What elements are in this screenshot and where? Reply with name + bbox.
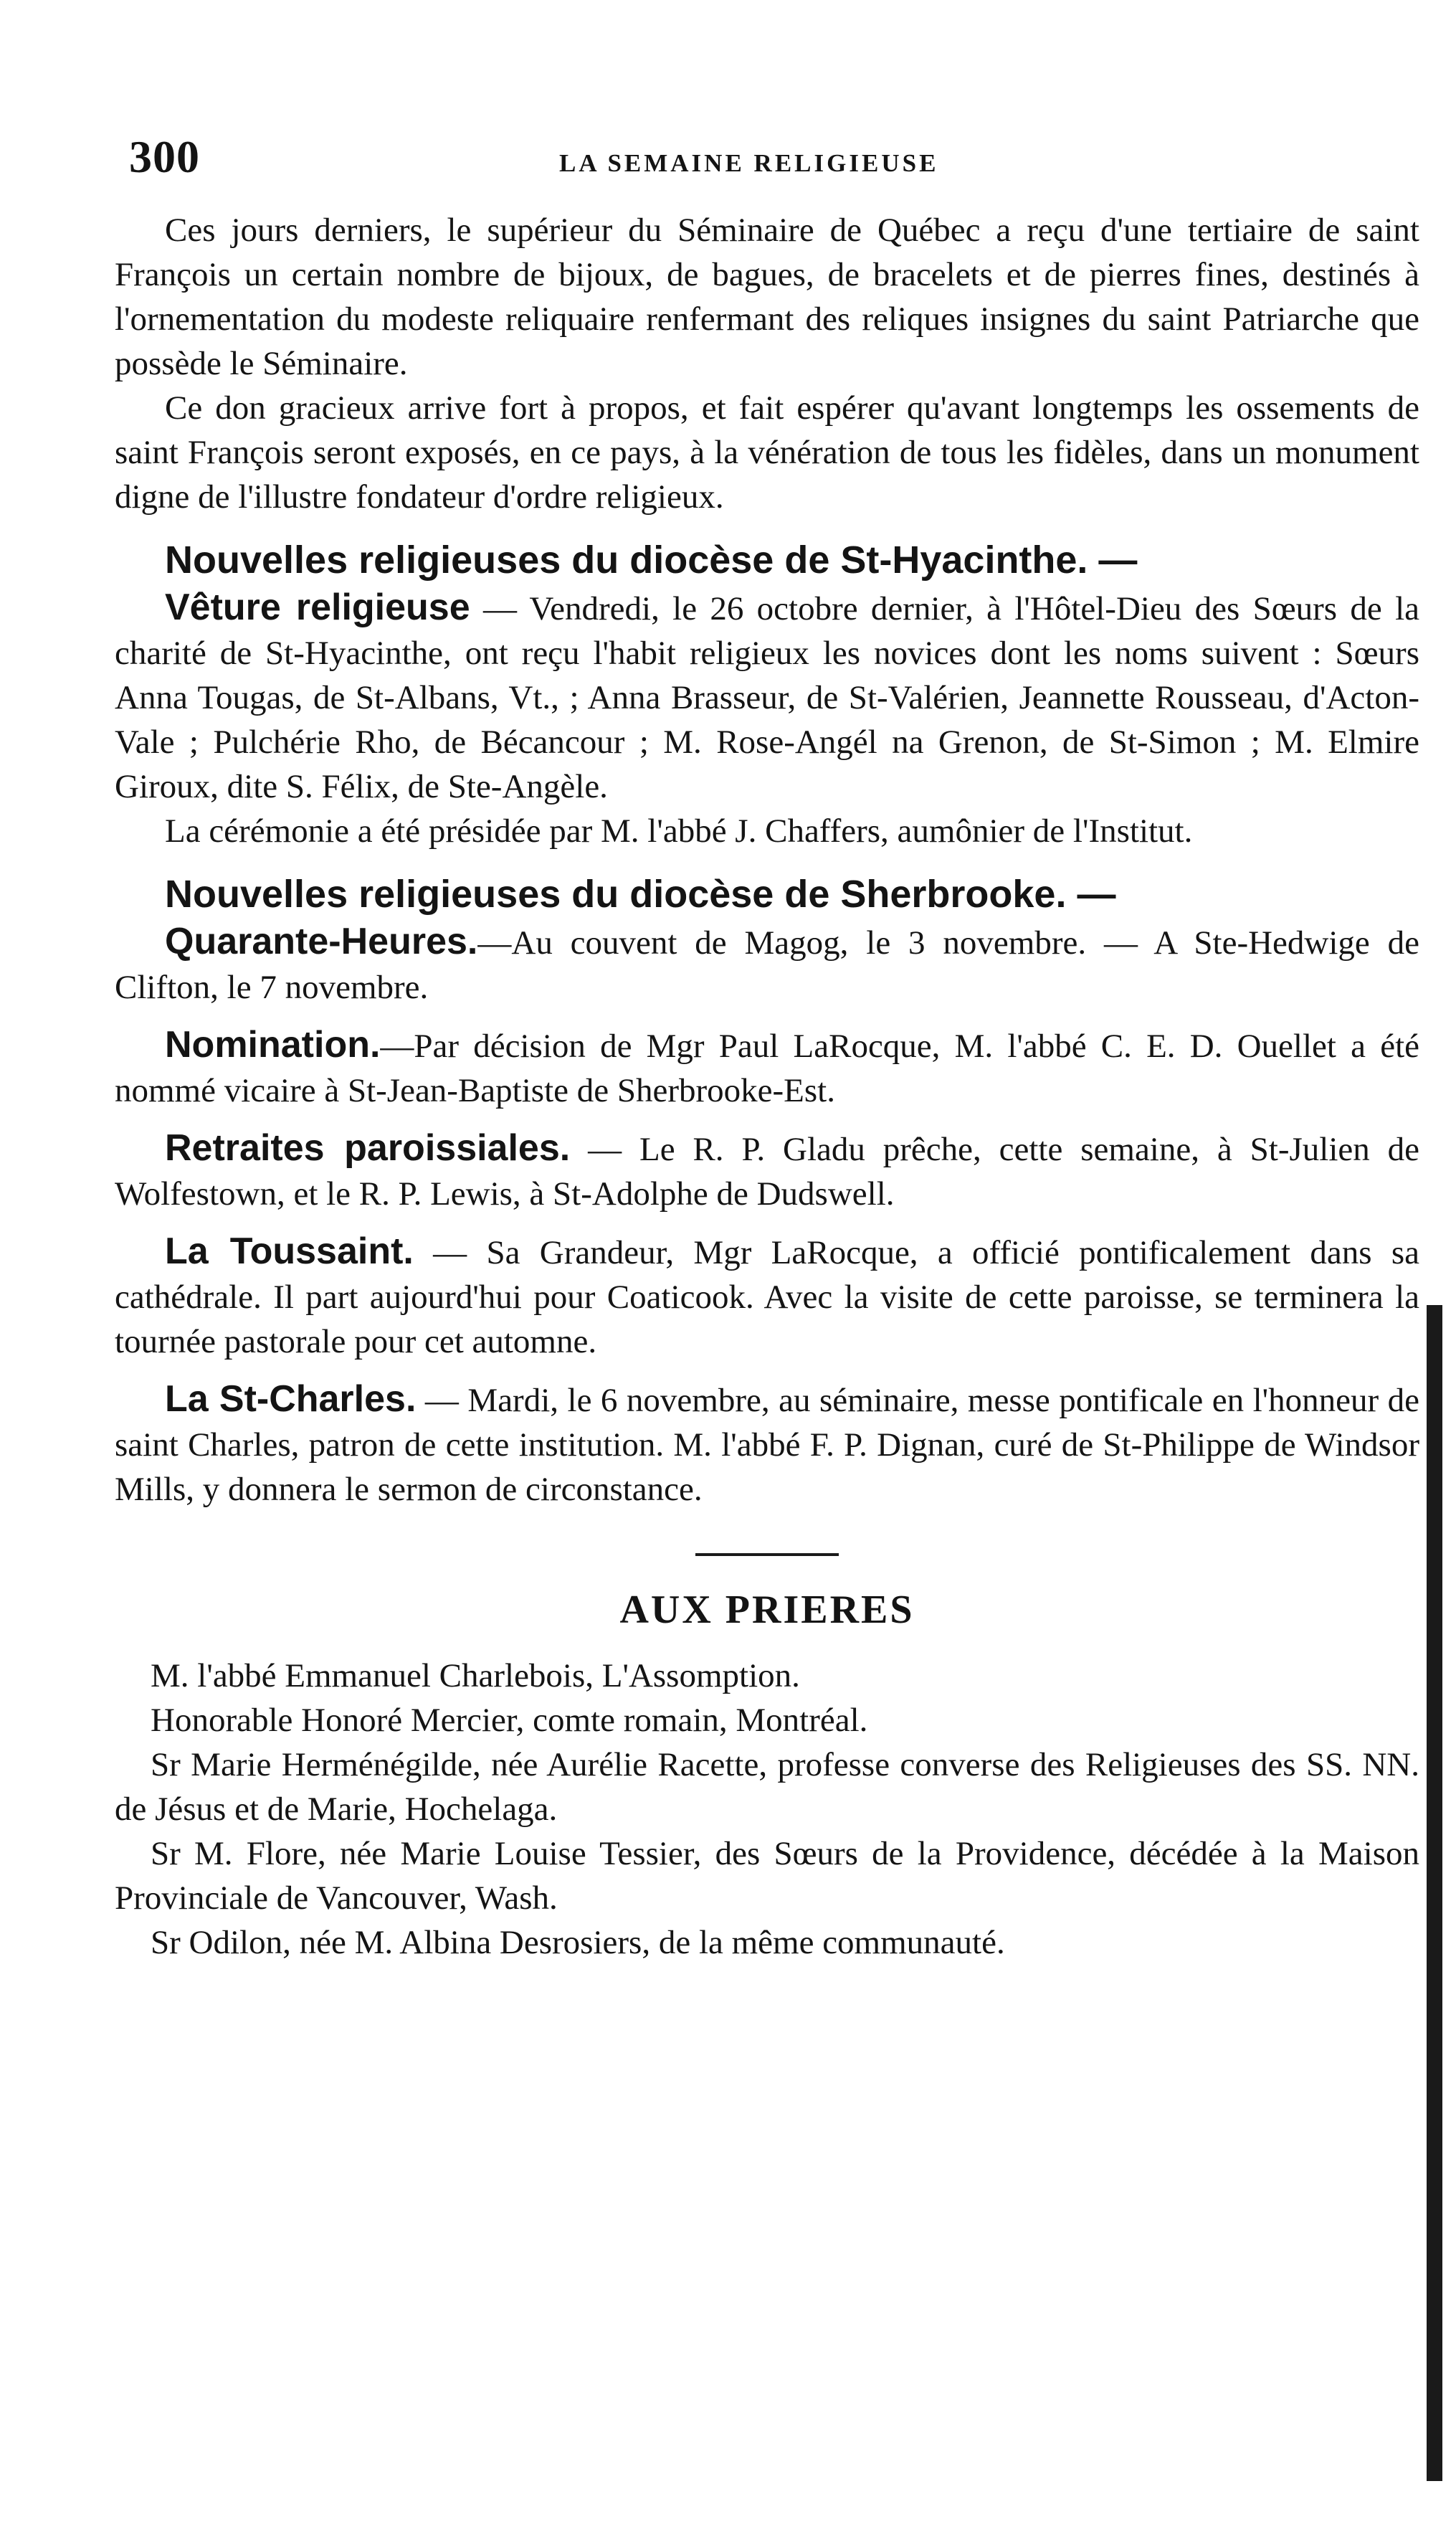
nomination-lead: Nomination. bbox=[165, 1024, 381, 1066]
nomination-paragraph bbox=[115, 1023, 1419, 1113]
toussaint-lead: La Toussaint. bbox=[165, 1230, 414, 1272]
page-header bbox=[129, 120, 1405, 185]
st-charles-lead: La St-Charles. bbox=[165, 1378, 417, 1420]
ceremony-paragraph: La cérémonie a été présidée par M. l'abbé J. Chaffers, aumônier de l'Institut. bbox=[165, 812, 1193, 850]
vesture-lead: Vêture religieuse bbox=[165, 587, 470, 628]
article-body bbox=[115, 208, 1419, 1965]
toussaint-paragraph bbox=[115, 1229, 1419, 1364]
st-charles-text: — Mardi, le 6 novembre, au séminaire, messe pontificale en l'honneur de saint Charles, patron de cette institution. M. l'abbé F. P. Dignan, curé de St-Philippe de Windsor Mills, y donnera le sermon de circonstance. bbox=[115, 1382, 1419, 1508]
st-charles-paragraph bbox=[115, 1377, 1419, 1512]
quarante-heures-paragraph bbox=[115, 919, 1419, 1010]
intro-paragraph-2: Ce don gracieux arrive fort à propos, et fait espérer qu'avant longtemps les ossements de saint François seront exposés, en ce pays, à la vénération de tous les fidèles, dans un monument digne de l'illustre fondateur d'ordre religieux. bbox=[115, 389, 1419, 516]
vesture-paragraph bbox=[115, 585, 1419, 809]
quarante-heures-lead: Quarante-Heures. bbox=[165, 921, 478, 962]
prayer-item: Honorable Honoré Mercier, comte romain, Montréal. bbox=[151, 1702, 868, 1739]
retraites-lead: Retraites paroissiales. bbox=[165, 1127, 571, 1169]
page-number: 300 bbox=[129, 131, 200, 182]
section-heading-st-hyacinthe: Nouvelles religieuses du diocèse de St-Hyacinthe. — bbox=[165, 539, 1138, 582]
retraites-paragraph bbox=[115, 1126, 1419, 1216]
vesture-text: — Vendredi, le 26 octobre dernier, à l'Hôtel-Dieu des Sœurs de la charité de St-Hyacinthe, ont reçu l'habit religieux les novices dont les noms suivent : Sœurs Anna Tougas, de St-Albans, Vt., ; Anna Brasseur, de St-Valérien, Jeannette Rousseau, d'Acton-Vale ; Pulchérie Rho, de Bécancour ; M. Rose-Angél na Grenon, de St-Simon ; M. Elmire Giroux, dite S. Félix, de Ste-Angèle. bbox=[115, 590, 1419, 805]
nomination-text: —Par décision de Mgr Paul LaRocque, M. l'abbé C. E. D. Ouellet a été nommé vicaire à St-Jean-Baptiste de Sherbrooke-Est. bbox=[115, 1028, 1419, 1109]
prayer-item: Sr Odilon, née M. Albina Desrosiers, de la même communauté. bbox=[151, 1924, 1005, 1961]
retraites-text: — Le R. P. Gladu prêche, cette semaine, à St-Julien de Wolfestown, et le R. P. Lewis, à St-Adolphe de Dudswell. bbox=[115, 1131, 1419, 1213]
page-edge-shadow bbox=[1427, 1305, 1442, 2481]
prayer-item: Sr Marie Herménégilde, née Aurélie Racette, professe converse des Religieuses des SS. NN. de Jésus et de Marie, Hochelaga. bbox=[115, 1746, 1419, 1828]
prayers-title: AUX PRIERES bbox=[619, 1588, 915, 1632]
prayer-item: Sr M. Flore, née Marie Louise Tessier, des Sœurs de la Providence, décédée à la Maison Provinciale de Vancouver, Wash. bbox=[115, 1835, 1419, 1917]
toussaint-text: — Sa Grandeur, Mgr LaRocque, a officié pontificalement dans sa cathédrale. Il part aujourd'hui pour Coaticook. Avec la visite de cette paroisse, se terminera la tournée pastorale pour cet automne. bbox=[115, 1234, 1419, 1360]
running-head: LA SEMAINE RELIGIEUSE bbox=[559, 149, 939, 177]
quarante-heures-text: —Au couvent de Magog, le 3 novembre. — A Ste-Hedwige de Clifton, le 7 novembre. bbox=[115, 924, 1419, 1006]
prayer-item: M. l'abbé Emmanuel Charlebois, L'Assomption. bbox=[151, 1657, 800, 1694]
section-divider bbox=[695, 1553, 839, 1556]
intro-paragraph-1: Ces jours derniers, le supérieur du Séminaire de Québec a reçu d'une tertiaire de saint François un certain nombre de bijoux, de bagues, de bracelets et de pierres fines, destinés à l'ornementation du modeste reliquaire renfermant des reliques insignes du saint Patriarche que possède le Séminaire. bbox=[115, 212, 1419, 382]
section-heading-sherbrooke: Nouvelles religieuses du diocèse de Sherbrooke. — bbox=[165, 873, 1116, 916]
